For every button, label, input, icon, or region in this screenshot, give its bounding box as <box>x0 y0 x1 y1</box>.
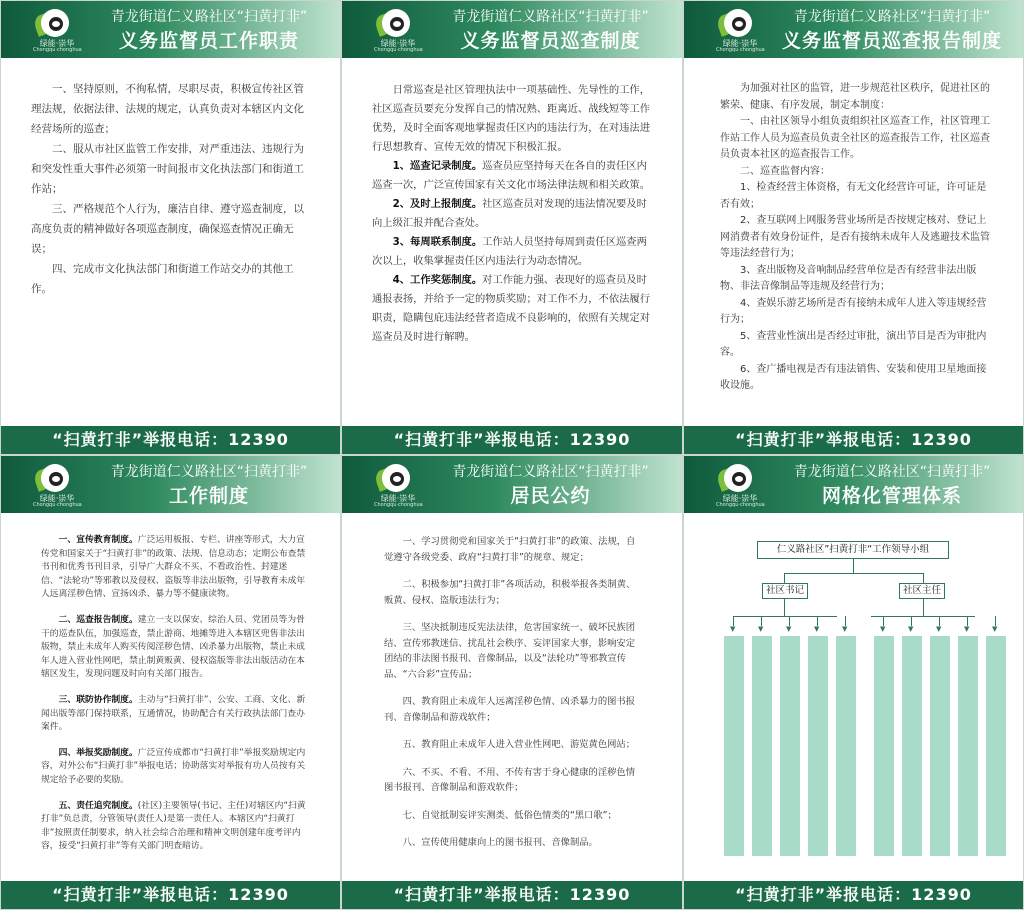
panda-logo-icon: 绿能·崇华 Chongqu·chonghua <box>714 9 764 53</box>
panda-logo-icon: 绿能·崇华 Chongqu·chonghua <box>372 9 422 53</box>
panel-title: 居民公约 <box>510 485 591 507</box>
list-item: 四、举报奖励制度。广泛宣传成都市“扫黄打非”举报奖励规定内容，对外公布“扫黄打非”举报电话；协助落实对举报有功人员按有关规定给予必要的奖励。 <box>41 747 306 785</box>
grid-cell-column <box>724 636 744 856</box>
panel-grid-management <box>683 455 1024 910</box>
paragraph: 一、由社区领导小组负责组织社区巡查工作，社区管理工作站工作人员为巡查员负责全社区的巡查报告工作，社区巡查员负责本社区的巡查报告工作。 <box>720 116 990 160</box>
connector <box>871 616 975 617</box>
list-item: 三、联防协作制度。主动与“扫黄打非”、公安、工商、文化、新闻出版等部门保持联系，互通情况，协助配合有关行政执法部门查办案件。 <box>41 694 306 733</box>
paragraph: 日常巡查是社区管理执法中一项基础性、先导性的工作，社区巡查员要充分发挥自己的情况熟、距离近、战线短等工作优势，及时全面客观地掌握责任区内的违法行为，在对违法进行思想教育、宣传无效的情况下积极汇报。 <box>372 84 651 153</box>
panda-logo-icon: 绿能·崇华 Chongqu·chonghua <box>31 9 81 53</box>
report-hotline: “扫黄打非”举报电话：12390 <box>684 426 1023 454</box>
list-item: 一、宣传教育制度。广泛运用板报、专栏、讲座等形式，大力宣传党和国家关于“扫黄打非”的政策、法规、信息动态；定期公布查禁书刊和优秀书刊目录，引导广大群众不买、不看政治性、封建迷信、“法轮功”等邪教以及侵权、盗版等非法出版物，引导教育未成年人远离淫秽色情、宣扬凶杀、暴力等不健康读物。 <box>41 535 306 600</box>
panel-subtitle: 青龙街道仁义路社区“扫黄打非” <box>452 464 649 480</box>
arrow-down-icon: ▼ <box>842 625 848 633</box>
panel-title: 义务监督员巡查报告制度 <box>781 30 1002 52</box>
panel-patrol <box>341 0 683 455</box>
panel-title: 义务监督员工作职责 <box>118 30 299 52</box>
connector <box>784 573 785 583</box>
report-hotline: “扫黄打非”举报电话：12390 <box>342 426 682 454</box>
list-item: 二、巡查报告制度。建立一支以保安、综治人员、党团员等为骨干的巡查队伍，加强巡查，禁止游商、地摊等进入本辖区兜售非法出版物，禁止未成年人购买传阅淫秽色情、凶杀暴力出版物，禁止未成年人进入营业性网吧，禁止制黄贩黄、侵权盗版等非法出版活动在本辖区发生，发现问题及时向有关部门报告。 <box>41 614 305 680</box>
panel-subtitle: 青龙街道仁义路社区“扫黄打非” <box>793 464 991 480</box>
grid-cell-column <box>986 636 1006 856</box>
panda-logo-icon: 绿能·崇华 Chongqu·chonghua <box>31 464 81 508</box>
panel-subtitle: 青龙街道仁义路社区“扫黄打非” <box>110 464 308 480</box>
panel-body <box>720 81 995 395</box>
list-item: 八、宣传使用健康向上的图书报刊、音像制品。 <box>402 837 598 848</box>
arrow-down-icon: ▼ <box>936 625 942 633</box>
list-item: 三、坚决抵制违反宪法法律，危害国家统一、破坏民族团结、宣传邪教迷信、扰乱社会秩序、妄评国家大事，影响安定团结的非法图书报刊、音像制品，以及“法轮功”等邪教宣传品、“六合彩”宣传品； <box>384 622 636 680</box>
list-item: 4、工作奖惩制度。对工作能力强、表现好的巡查员及时通报表扬，并给予一定的物质奖励；对工作不力，不依法履行职责，隐瞒包庇违法经营者造成不良影响的，依照有关规定对巡查员及时进行解聘。 <box>372 274 651 343</box>
grid-cell-column <box>958 636 978 856</box>
connector <box>784 599 785 616</box>
panel-body <box>31 79 312 299</box>
panel-report <box>683 0 1024 455</box>
grid-cell-column <box>836 636 856 856</box>
panel-body <box>384 534 644 863</box>
arrow-down-icon: ▼ <box>992 625 998 633</box>
connector <box>923 599 924 616</box>
grid-cell-column <box>780 636 800 856</box>
list-item: 二、积极参加“扫黄打非”各项活动，积极举报各类制黄、贩黄、侵权、盗版违法行为； <box>384 579 636 606</box>
list-item: 3、每周联系制度。工作站人员坚持每周到责任区巡查两次以上，收集掌握责任区内违法行为动态情况。 <box>372 236 647 267</box>
panel-subtitle: 青龙街道仁义路社区“扫黄打非” <box>452 9 649 25</box>
list-item: 五、教育阻止未成年人进入营业性网吧、游览黄色网站； <box>402 739 636 750</box>
grid-cell-column <box>874 636 894 856</box>
grid-cell-column <box>930 636 950 856</box>
grid-cell-column <box>902 636 922 856</box>
list-item: 七、自觉抵制妄评实测类、低俗色情类的“黑口歌”； <box>402 809 617 821</box>
panel-duties <box>0 0 341 455</box>
panel-title: 工作制度 <box>168 485 249 507</box>
report-hotline: “扫黄打非”举报电话：12390 <box>1 426 340 454</box>
list-item: 六、不买、不看、不用、不传有害于身心健康的淫秽色情图书报刊、音像制品和游戏软件； <box>384 766 636 793</box>
leadership-group-box: 仁义路社区”扫黄打非“工作领导小组 <box>757 541 949 559</box>
panel-header <box>684 1 1023 58</box>
arrow-down-icon: ▼ <box>880 625 886 633</box>
connector <box>733 616 837 617</box>
panel-header <box>342 456 682 513</box>
arrow-down-icon: ▼ <box>964 625 970 633</box>
connector <box>923 573 924 583</box>
report-hotline: “扫黄打非”举报电话：12390 <box>684 881 1023 909</box>
grid-cell-column <box>752 636 772 856</box>
panel-title: 网格化管理体系 <box>821 485 962 507</box>
list-item: 2、及时上报制度。社区巡查员对发现的违法情况要及时向上级汇报并配合查处。 <box>372 198 647 229</box>
connector <box>853 559 854 573</box>
paragraph: 2、查互联网上网服务营业场所是否按规定核对、登记上网消费者有效身份证件，是否有接纳未成年人及逃避技术监管等违法经营行为； <box>720 215 990 259</box>
list-item: 一、学习贯彻党和国家关于“扫黄打非”的政策、法规，自觉遵守各级党委、政府“扫黄打非”的规章、规定； <box>384 536 636 563</box>
list-item: 1、巡查记录制度。巡查员应坚持每天在各自的责任区内巡查一次，广泛宣传国家有关文化市场法律法规和相关政策。 <box>372 160 651 191</box>
panel-body <box>372 81 654 347</box>
paragraph: 1、检查经营主体资格，有无文化经营许可证，许可证是否有效； <box>720 182 987 210</box>
panel-header <box>342 1 682 58</box>
report-hotline: “扫黄打非”举报电话：12390 <box>342 881 682 909</box>
panel-title: 义务监督员巡查制度 <box>460 30 641 52</box>
panda-logo-icon: 绿能·崇华 Chongqu·chonghua <box>714 464 764 508</box>
panda-logo-icon: 绿能·崇华 Chongqu·chonghua <box>372 464 422 508</box>
arrow-down-icon: ▼ <box>814 625 820 633</box>
secretary-box: 社区书记 <box>762 583 808 599</box>
paragraph: 4、查娱乐游艺场所是否有接纳未成年人进入等违规经营行为； <box>720 297 987 325</box>
paragraph: 3、查出版物及音响制品经营单位是否有经营非法出版物、非法音像制品等违规及经营行为； <box>720 264 977 292</box>
connector <box>784 573 924 574</box>
paragraph: 二、服从市社区监管工作安排，对严重违法、违规行为和突发性重大事件必须第一时间报市文化执法部门和街道工作站； <box>31 143 304 195</box>
arrow-down-icon: ▼ <box>908 625 914 633</box>
paragraph: 一、坚持原则，不徇私情，尽职尽责，积极宣传社区管理法规，依据法律、法规的规定，认真负责对本辖区内文化经营场所的巡查； <box>31 83 304 135</box>
org-chart <box>684 456 1024 910</box>
paragraph: 6、查广播电视是否有违法销售、安装和使用卫星地面接收设施。 <box>720 363 987 391</box>
paragraph: 为加强对社区的监管，进一步规范社区秩序，促进社区的繁荣、健康、有序发展，制定本制度： <box>720 83 990 111</box>
arrow-down-icon: ▼ <box>786 625 792 633</box>
panel-residents-pact <box>341 455 683 910</box>
paragraph: 三、严格规范个人行为，廉洁自律、遵守巡查制度，以高度负责的精神做好各项巡查制度，确保巡查情况正确无误； <box>31 203 304 255</box>
list-item: 五、责任追究制度。(社区)主要领导(书记、主任)对辖区内“扫黄打非”负总责，分管领导(责任人)是第一责任人。本辖区内“扫黄打非”按照责任制要求，纳入社会综合治理和精神文明创建年度考评内容，接受“扫黄打非”等有关部门明查暗访。 <box>41 800 306 852</box>
paragraph: 二、巡查监督内容： <box>740 165 830 177</box>
grid-cell-column <box>808 636 828 856</box>
panel-subtitle: 青龙街道仁义路社区“扫黄打非” <box>793 9 991 25</box>
paragraph: 四、完成市文化执法部门和街道工作站交办的其他工作。 <box>31 263 294 295</box>
panel-header <box>1 1 340 58</box>
list-item: 四、教育阻止未成年人远离淫秽色情、凶杀暴力的图书报刊、音像制品和游戏软件； <box>384 696 636 723</box>
arrow-down-icon: ▼ <box>758 625 764 633</box>
panel-subtitle: 青龙街道仁义路社区“扫黄打非” <box>110 9 308 25</box>
arrow-down-icon: ▼ <box>730 625 736 633</box>
panel-body <box>41 534 310 866</box>
report-hotline: “扫黄打非”举报电话：12390 <box>1 881 340 909</box>
panel-work-rules <box>0 455 341 910</box>
director-box: 社区主任 <box>899 583 945 599</box>
paragraph: 5、查营业性演出是否经过审批，演出节目是否为审批内容。 <box>720 330 987 358</box>
panel-header <box>1 456 340 513</box>
